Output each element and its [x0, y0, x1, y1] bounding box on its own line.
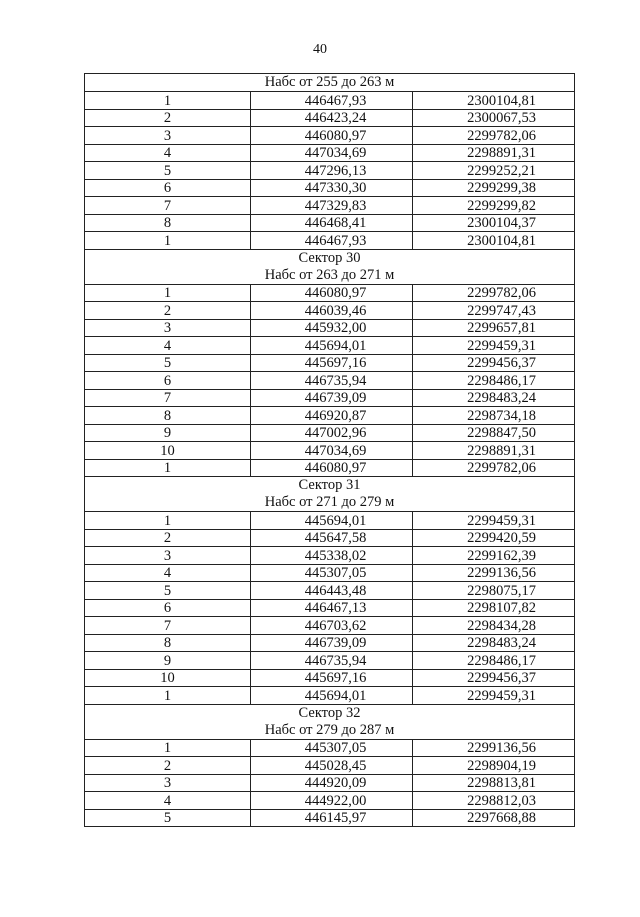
coordinates-table [84, 73, 575, 827]
y-coordinate-cell: 2299456,37 [413, 354, 575, 372]
y-coordinate-cell: 2297668,88 [413, 809, 575, 827]
y-coordinate-cell: 2300067,53 [413, 109, 575, 127]
x-coordinate-cell: 446703,62 [251, 617, 413, 635]
table-row [85, 389, 575, 407]
point-number-cell: 6 [85, 372, 251, 390]
x-coordinate-cell: 445932,00 [251, 319, 413, 337]
y-coordinate-cell: 2300104,81 [413, 92, 575, 110]
y-coordinate-cell: 2299136,56 [413, 739, 575, 757]
y-coordinate-cell: 2299136,56 [413, 564, 575, 582]
point-number-cell: 3 [85, 547, 251, 565]
table-row [85, 757, 575, 775]
x-coordinate-cell: 447034,69 [251, 442, 413, 460]
y-coordinate-cell: 2298483,24 [413, 389, 575, 407]
x-coordinate-cell: 446467,93 [251, 232, 413, 250]
x-coordinate-cell: 446443,48 [251, 582, 413, 600]
sector-title: Сектор 30 [298, 249, 361, 266]
point-number-cell: 8 [85, 407, 251, 425]
point-number-cell: 5 [85, 582, 251, 600]
sector-header-row [85, 704, 575, 739]
point-number-cell: 1 [85, 284, 251, 302]
y-coordinate-cell: 2299459,31 [413, 337, 575, 355]
table-row [85, 179, 575, 197]
x-coordinate-cell: 447329,83 [251, 197, 413, 215]
point-number-cell: 1 [85, 92, 251, 110]
table-row [85, 617, 575, 635]
point-number-cell: 1 [85, 512, 251, 530]
point-number-cell: 4 [85, 144, 251, 162]
point-number-cell: 5 [85, 162, 251, 180]
table-row [85, 652, 575, 670]
point-number-cell: 2 [85, 529, 251, 547]
y-coordinate-cell: 2299456,37 [413, 669, 575, 687]
table-row [85, 582, 575, 600]
x-coordinate-cell: 445694,01 [251, 337, 413, 355]
y-coordinate-cell: 2298486,17 [413, 652, 575, 670]
table-row [85, 109, 575, 127]
table-row [85, 529, 575, 547]
x-coordinate-cell: 444922,00 [251, 792, 413, 810]
x-coordinate-cell: 446735,94 [251, 372, 413, 390]
height-range-label: Набс от 271 до 279 м [264, 494, 395, 510]
point-number-cell: 1 [85, 459, 251, 477]
x-coordinate-cell: 446080,97 [251, 127, 413, 145]
point-number-cell: 2 [85, 109, 251, 127]
y-coordinate-cell: 2298891,31 [413, 144, 575, 162]
table-row [85, 197, 575, 215]
y-coordinate-cell: 2299459,31 [413, 687, 575, 705]
x-coordinate-cell: 447034,69 [251, 144, 413, 162]
x-coordinate-cell: 446039,46 [251, 302, 413, 320]
height-range-label: Набс от 255 до 263 м [264, 74, 395, 90]
sector-header-cell [85, 74, 575, 92]
point-number-cell: 8 [85, 214, 251, 232]
height-range-label: Набс от 279 до 287 м [264, 721, 395, 738]
table-row [85, 687, 575, 705]
y-coordinate-cell: 2298812,03 [413, 792, 575, 810]
point-number-cell: 10 [85, 669, 251, 687]
y-coordinate-cell: 2298486,17 [413, 372, 575, 390]
table-row [85, 809, 575, 827]
point-number-cell: 1 [85, 687, 251, 705]
y-coordinate-cell: 2299657,81 [413, 319, 575, 337]
point-number-cell: 7 [85, 617, 251, 635]
point-number-cell: 1 [85, 232, 251, 250]
sector-header-row [85, 249, 575, 284]
table-row [85, 92, 575, 110]
x-coordinate-cell: 446739,09 [251, 389, 413, 407]
sector-title: Сектор 31 [298, 477, 361, 493]
y-coordinate-cell: 2299459,31 [413, 512, 575, 530]
table-row [85, 354, 575, 372]
point-number-cell: 6 [85, 179, 251, 197]
table-row [85, 774, 575, 792]
table-row [85, 214, 575, 232]
x-coordinate-cell: 447296,13 [251, 162, 413, 180]
table-row [85, 144, 575, 162]
coordinates-table-body [85, 74, 575, 827]
sector-header-row [85, 477, 575, 512]
table-row [85, 319, 575, 337]
table-row [85, 162, 575, 180]
x-coordinate-cell: 446080,97 [251, 284, 413, 302]
page-number: 40 [313, 42, 327, 57]
table-row [85, 302, 575, 320]
point-number-cell: 9 [85, 652, 251, 670]
point-number-cell: 8 [85, 634, 251, 652]
x-coordinate-cell: 445307,05 [251, 739, 413, 757]
x-coordinate-cell: 446920,87 [251, 407, 413, 425]
table-row [85, 547, 575, 565]
point-number-cell: 5 [85, 354, 251, 372]
y-coordinate-cell: 2299782,06 [413, 284, 575, 302]
y-coordinate-cell: 2299299,82 [413, 197, 575, 215]
y-coordinate-cell: 2298075,17 [413, 582, 575, 600]
table-row [85, 424, 575, 442]
table-row [85, 599, 575, 617]
y-coordinate-cell: 2298107,82 [413, 599, 575, 617]
x-coordinate-cell: 445647,58 [251, 529, 413, 547]
height-range-label: Набс от 263 до 271 м [264, 266, 395, 283]
point-number-cell: 7 [85, 389, 251, 407]
y-coordinate-cell: 2300104,81 [413, 232, 575, 250]
table-row [85, 564, 575, 582]
x-coordinate-cell: 446468,41 [251, 214, 413, 232]
point-number-cell: 7 [85, 197, 251, 215]
x-coordinate-cell: 446080,97 [251, 459, 413, 477]
point-number-cell: 4 [85, 337, 251, 355]
point-number-cell: 2 [85, 302, 251, 320]
table-row [85, 284, 575, 302]
table-row [85, 459, 575, 477]
point-number-cell: 2 [85, 757, 251, 775]
point-number-cell: 3 [85, 319, 251, 337]
table-row [85, 792, 575, 810]
table-row [85, 442, 575, 460]
sector-header-cell [85, 249, 575, 284]
point-number-cell: 9 [85, 424, 251, 442]
x-coordinate-cell: 445028,45 [251, 757, 413, 775]
table-row [85, 669, 575, 687]
x-coordinate-cell: 446467,93 [251, 92, 413, 110]
x-coordinate-cell: 447002,96 [251, 424, 413, 442]
x-coordinate-cell: 447330,30 [251, 179, 413, 197]
point-number-cell: 4 [85, 564, 251, 582]
y-coordinate-cell: 2299782,06 [413, 459, 575, 477]
y-coordinate-cell: 2299420,59 [413, 529, 575, 547]
table-row [85, 512, 575, 530]
y-coordinate-cell: 2298483,24 [413, 634, 575, 652]
y-coordinate-cell: 2298891,31 [413, 442, 575, 460]
x-coordinate-cell: 445697,16 [251, 354, 413, 372]
y-coordinate-cell: 2299299,38 [413, 179, 575, 197]
x-coordinate-cell: 446423,24 [251, 109, 413, 127]
y-coordinate-cell: 2298847,50 [413, 424, 575, 442]
table-row [85, 232, 575, 250]
x-coordinate-cell: 444920,09 [251, 774, 413, 792]
sector-title: Сектор 32 [298, 704, 361, 721]
y-coordinate-cell: 2299162,39 [413, 547, 575, 565]
table-row [85, 407, 575, 425]
x-coordinate-cell: 446735,94 [251, 652, 413, 670]
point-number-cell: 10 [85, 442, 251, 460]
x-coordinate-cell: 445694,01 [251, 512, 413, 530]
y-coordinate-cell: 2299782,06 [413, 127, 575, 145]
y-coordinate-cell: 2298734,18 [413, 407, 575, 425]
y-coordinate-cell: 2299747,43 [413, 302, 575, 320]
sector-header-cell [85, 704, 575, 739]
x-coordinate-cell: 445338,02 [251, 547, 413, 565]
point-number-cell: 5 [85, 809, 251, 827]
table-row [85, 127, 575, 145]
point-number-cell: 3 [85, 774, 251, 792]
point-number-cell: 6 [85, 599, 251, 617]
x-coordinate-cell: 446145,97 [251, 809, 413, 827]
table-row [85, 739, 575, 757]
x-coordinate-cell: 445697,16 [251, 669, 413, 687]
y-coordinate-cell: 2298904,19 [413, 757, 575, 775]
point-number-cell: 1 [85, 739, 251, 757]
table-row [85, 634, 575, 652]
x-coordinate-cell: 446467,13 [251, 599, 413, 617]
y-coordinate-cell: 2300104,37 [413, 214, 575, 232]
point-number-cell: 4 [85, 792, 251, 810]
y-coordinate-cell: 2299252,21 [413, 162, 575, 180]
x-coordinate-cell: 445694,01 [251, 687, 413, 705]
y-coordinate-cell: 2298434,28 [413, 617, 575, 635]
sector-header-cell [85, 477, 575, 512]
y-coordinate-cell: 2298813,81 [413, 774, 575, 792]
x-coordinate-cell: 446739,09 [251, 634, 413, 652]
x-coordinate-cell: 445307,05 [251, 564, 413, 582]
table-row [85, 337, 575, 355]
table-row [85, 372, 575, 390]
sector-header-row [85, 74, 575, 92]
point-number-cell: 3 [85, 127, 251, 145]
